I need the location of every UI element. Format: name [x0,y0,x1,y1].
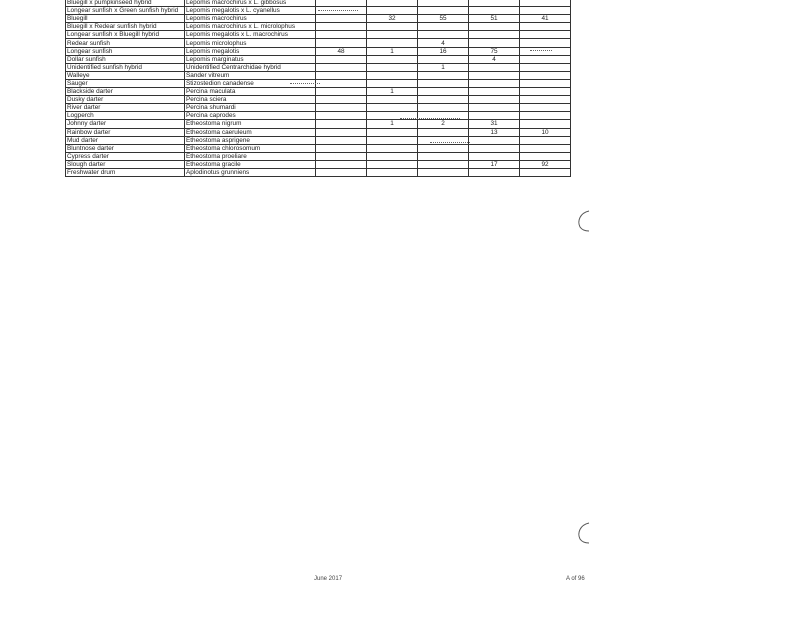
scientific-name-cell: Etheostoma chlorosomum [185,144,316,152]
common-name-cell: Rainbow darter [66,128,185,136]
count-cell-1 [316,71,367,79]
count-cell-4 [469,136,520,144]
scientific-name-cell: Percina caprodes [185,112,316,120]
count-cell-4 [469,112,520,120]
count-cell-5 [520,39,571,47]
scientific-name-cell: Percina shumardi [185,104,316,112]
common-name-cell: Walleye [66,71,185,79]
count-cell-4 [469,152,520,160]
count-cell-1 [316,55,367,63]
count-cell-1 [316,128,367,136]
count-cell-4 [469,63,520,71]
count-cell-3 [418,79,469,87]
count-cell-3 [418,31,469,39]
common-name-cell: Mud darter [66,136,185,144]
common-name-cell: Cypress darter [66,152,185,160]
table-row [66,120,571,128]
count-cell-2 [367,79,418,87]
count-cell-2 [367,0,418,7]
table-row [66,31,571,39]
common-name-cell: Bluegill [66,15,185,23]
count-cell-2 [367,136,418,144]
count-cell-2 [367,63,418,71]
scientific-name-cell: Etheostoma gracile [185,160,316,168]
count-cell-1 [316,0,367,7]
table-row [66,136,571,144]
count-cell-3 [418,104,469,112]
count-cell-2: 1 [367,88,418,96]
table-row [66,15,571,23]
count-cell-1 [316,104,367,112]
count-cell-1 [316,136,367,144]
count-cell-1 [316,112,367,120]
count-cell-2 [367,55,418,63]
scientific-name-cell: Etheostoma asprigene [185,136,316,144]
count-cell-5 [520,79,571,87]
common-name-cell: Blackside darter [66,88,185,96]
footer-date: June 2017 [314,576,343,582]
count-cell-2 [367,168,418,176]
table-row [66,96,571,104]
table-row [66,160,571,168]
count-cell-4: 51 [469,15,520,23]
table-row [66,71,571,79]
count-cell-4 [469,79,520,87]
scan-line [530,50,552,51]
count-cell-3 [418,23,469,31]
count-cell-3 [418,55,469,63]
common-name-cell: Unidentified sunfish hybrid [66,63,185,71]
common-name-cell: Longear sunfish x Green sunfish hybrid [66,7,185,15]
species-table [65,0,571,177]
scientific-name-cell: Percina maculata [185,88,316,96]
count-cell-4 [469,168,520,176]
count-cell-3 [418,160,469,168]
scientific-name-cell: Lepomis megalotis x L. cyanellus [185,7,316,15]
count-cell-3 [418,0,469,7]
scientific-name-cell: Etheostoma proeliare [185,152,316,160]
table-row [66,23,571,31]
count-cell-4 [469,104,520,112]
count-cell-3: 1 [418,63,469,71]
table-row [66,88,571,96]
count-cell-3 [418,128,469,136]
scan-line [290,83,320,84]
common-name-cell: Freshwater drum [66,168,185,176]
count-cell-5 [520,168,571,176]
common-name-cell: Logperch [66,112,185,120]
count-cell-5: 92 [520,160,571,168]
table-row [66,144,571,152]
scan-line [400,118,460,119]
count-cell-1: 48 [316,47,367,55]
count-cell-4 [469,7,520,15]
count-cell-1 [316,63,367,71]
scan-line [430,142,470,143]
count-cell-4 [469,88,520,96]
scientific-name-cell: Lepomis macrochirus x L. microlophus [185,23,316,31]
count-cell-2 [367,31,418,39]
count-cell-4 [469,23,520,31]
count-cell-2 [367,160,418,168]
count-cell-3: 55 [418,15,469,23]
count-cell-5 [520,63,571,71]
count-cell-4: 75 [469,47,520,55]
scientific-name-cell: Lepomis megalotis x L. macrochirus [185,31,316,39]
count-cell-1 [316,144,367,152]
common-name-cell: Longear sunfish [66,47,185,55]
count-cell-4 [469,71,520,79]
count-cell-5 [520,104,571,112]
count-cell-5 [520,144,571,152]
common-name-cell: Bluegill x Redear sunfish hybrid [66,23,185,31]
count-cell-4 [469,96,520,104]
table-row [66,63,571,71]
count-cell-5 [520,152,571,160]
table-row [66,128,571,136]
count-cell-2 [367,104,418,112]
page-edge-arc [576,522,592,544]
count-cell-4 [469,31,520,39]
count-cell-3 [418,144,469,152]
scientific-name-cell: Etheostoma caeruleum [185,128,316,136]
count-cell-5 [520,7,571,15]
count-cell-1 [316,96,367,104]
common-name-cell: River darter [66,104,185,112]
table-row [66,112,571,120]
count-cell-5 [520,136,571,144]
count-cell-4 [469,144,520,152]
common-name-cell: Sauger [66,79,185,87]
scan-line [318,10,358,11]
common-name-cell: Johnny darter [66,120,185,128]
scientific-name-cell: Lepomis macrochirus x L. gibbosus [185,0,316,7]
count-cell-2 [367,152,418,160]
count-cell-4: 13 [469,128,520,136]
count-cell-4: 31 [469,120,520,128]
count-cell-5 [520,47,571,55]
scientific-name-cell: Lepomis macrochirus [185,15,316,23]
count-cell-3: 16 [418,47,469,55]
scientific-name-cell: Sander vitreum [185,71,316,79]
count-cell-2 [367,39,418,47]
count-cell-4: 4 [469,55,520,63]
count-cell-5 [520,96,571,104]
count-cell-5 [520,112,571,120]
table-row [66,47,571,55]
count-cell-3: 2 [418,120,469,128]
count-cell-1 [316,39,367,47]
scientific-name-cell: Stizostedion canadense [185,79,316,87]
scientific-name-cell: Lepomis microlophus [185,39,316,47]
count-cell-2 [367,128,418,136]
common-name-cell: Redear sunfish [66,39,185,47]
common-name-cell: Dollar sunfish [66,55,185,63]
common-name-cell: Bluegill x pumpkinseed hybrid [66,0,185,7]
scientific-name-cell: Percina sciera [185,96,316,104]
count-cell-3 [418,88,469,96]
count-cell-1 [316,15,367,23]
count-cell-5 [520,31,571,39]
count-cell-5 [520,88,571,96]
scientific-name-cell: Etheostoma nigrum [185,120,316,128]
count-cell-2 [367,23,418,31]
count-cell-4 [469,39,520,47]
count-cell-3 [418,7,469,15]
count-cell-3 [418,168,469,176]
count-cell-4 [469,0,520,7]
table-row [66,152,571,160]
count-cell-2 [367,144,418,152]
scientific-name-cell: Lepomis marginatus [185,55,316,63]
count-cell-3 [418,152,469,160]
count-cell-5 [520,120,571,128]
count-cell-5 [520,23,571,31]
count-cell-4: 17 [469,160,520,168]
common-name-cell: Dusky darter [66,96,185,104]
count-cell-5 [520,55,571,63]
count-cell-1 [316,31,367,39]
count-cell-5: 10 [520,128,571,136]
table-row [66,168,571,176]
count-cell-2: 1 [367,47,418,55]
count-cell-1 [316,79,367,87]
common-name-cell: Bluntnose darter [66,144,185,152]
count-cell-5: 41 [520,15,571,23]
table-row [66,104,571,112]
scientific-name-cell: Unidentified Centrarchidae hybrid [185,63,316,71]
count-cell-5 [520,71,571,79]
scientific-name-cell: Aplodinotus grunniens [185,168,316,176]
count-cell-5 [520,0,571,7]
count-cell-1 [316,168,367,176]
count-cell-3 [418,71,469,79]
count-cell-2 [367,71,418,79]
count-cell-3: 4 [418,39,469,47]
count-cell-1 [316,160,367,168]
scientific-name-cell: Lepomis megalotis [185,47,316,55]
table-row [66,55,571,63]
count-cell-1 [316,88,367,96]
footer-page-number: A of 96 [566,576,585,582]
count-cell-2: 1 [367,120,418,128]
species-table-body [66,0,571,177]
common-name-cell: Longear sunfish x Bluegill hybrid [66,31,185,39]
common-name-cell: Slough darter [66,160,185,168]
count-cell-2 [367,7,418,15]
count-cell-2: 32 [367,15,418,23]
count-cell-2 [367,96,418,104]
count-cell-3 [418,96,469,104]
table-row [66,39,571,47]
count-cell-1 [316,152,367,160]
count-cell-1 [316,120,367,128]
count-cell-1 [316,23,367,31]
page-edge-arc [576,210,592,232]
table-row [66,0,571,7]
